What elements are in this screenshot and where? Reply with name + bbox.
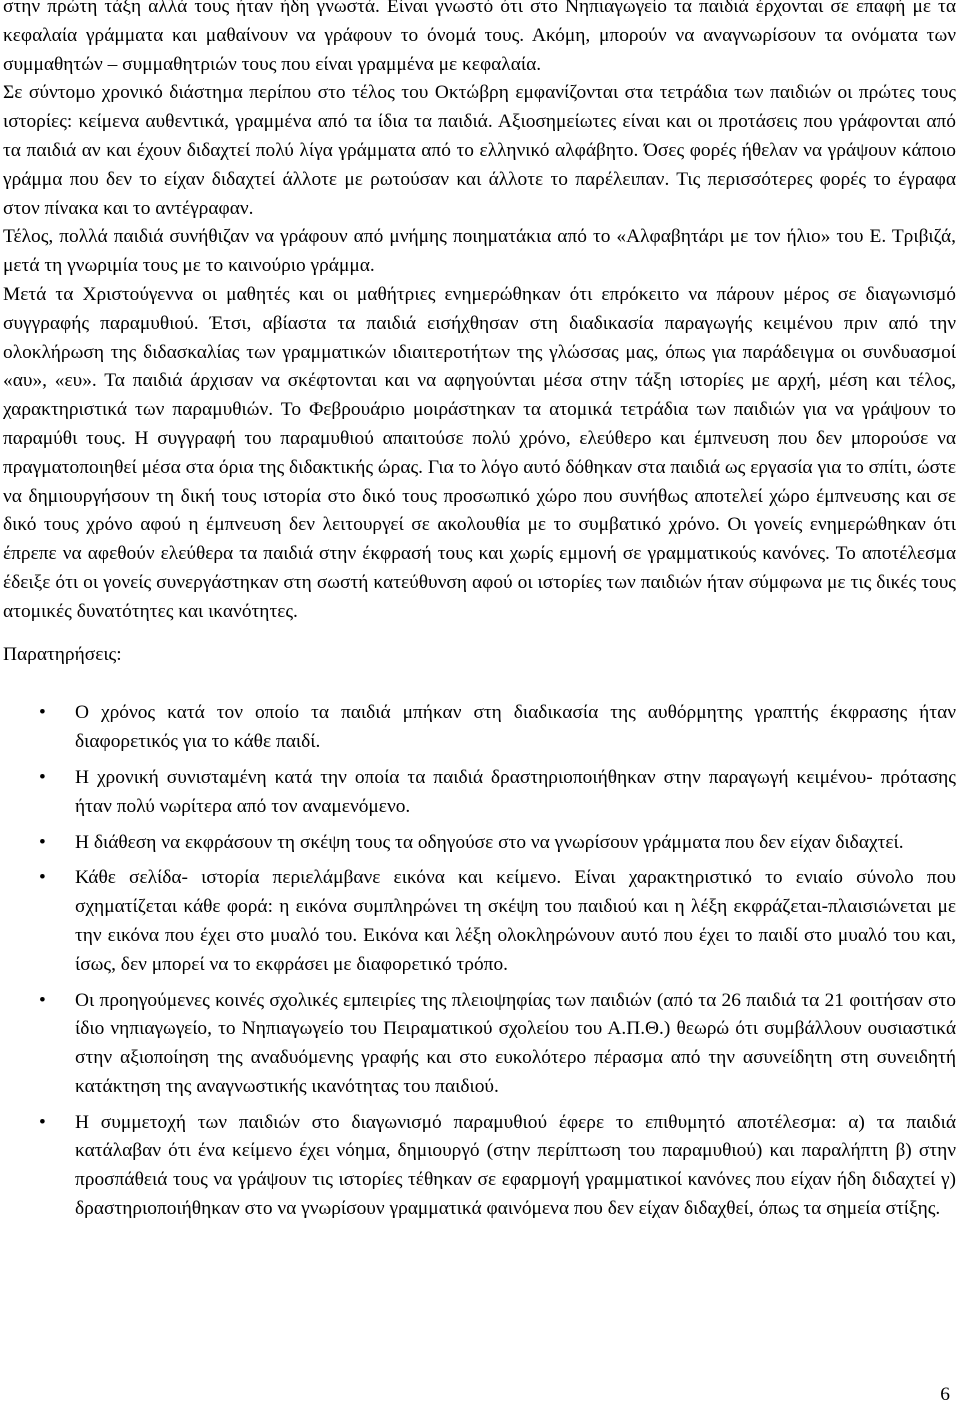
list-item (3, 829, 956, 858)
list-item (3, 1109, 956, 1224)
bullet-icon: • (39, 831, 46, 853)
body-paragraph-3: Τέλος, πολλά παιδιά συνήθιζαν να γράφουν από μνήμης ποιηματάκια από το «Αλφαβητάρι με τον ήλιο» του Ε. Τριβιζά, μετά τη γνωριμία τους με το καινούριο γράμμα. (3, 226, 956, 277)
bullet-icon: • (39, 1111, 46, 1133)
list-item (3, 987, 956, 1102)
observation-text: Ο χρόνος κατά τον οποίο τα παιδιά μπήκαν στη διαδικασία της αυθόρμητης γραπτής έκφρασης ήταν διαφορετικός για το κάθε παιδί. (75, 702, 956, 753)
bullet-icon: • (39, 766, 46, 788)
body-paragraph-1: στην πρώτη τάξη αλλά τους ήταν ήδη γνωστά. Είναι γνωστό ότι στο Νηπιαγωγείο τα παιδιά έρχονται σε επαφή με τα κεφαλαία γράμματα και μαθαίνουν να γράφουν το όνομά τους. Ακόμη, μπορούν να αναγνωρίσουν τα ονόματα των συμμαθητών – συμμαθητριών τους που είναι γραμμένα με κεφαλαία. (3, 0, 956, 75)
body-paragraph-2: Σε σύντομο χρονικό διάστημα περίπου στο τέλος του Οκτώβρη εμφανίζονται στα τετράδια των παιδιών οι πρώτες τους ιστορίες: κείμενα αυθεντικά, γραμμένα από τα ίδια τα παιδιά. Αξιοσημείωτες είναι και οι προτάσεις που γράφονται από τα παιδιά αν και έχουν διδαχτεί πολύ λίγα γράμματα από το ελληνικό αλφάβητο. Όσες φορές ήθελαν να γράψουν κάποιο γράμμα που δεν το είχαν διδαχτεί άλλοτε με ρωτούσαν και άλλοτε το παρέλειπαν. Τις περισσότερες φορές το έγραφα στον πίνακα και το αντέγραφαν. (3, 82, 956, 219)
observations-list (3, 699, 956, 1224)
page-number: 6 (940, 1384, 950, 1405)
bullet-icon: • (39, 867, 46, 889)
body-paragraph-4: Μετά τα Χριστούγεννα οι μαθητές και οι μαθήτριες ενημερώθηκαν ότι επρόκειτο να πάρουν μέρος σε διαγωνισμό συγγραφής παραμυθιού. Έτσι, αβίαστα τα παιδιά εισήχθησαν στη διαδικασία παραγωγής κειμένου πριν από την ολοκλήρωση της διδασκαλίας των γραμματικών ιδιαιτεροτήτων της γλώσσας μας, όπως για παράδειγμα οι συνδυασμοί «αυ», «ευ». Τα παιδιά άρχισαν να σκέφτονται και να αφηγούνται μέσα στην τάξη ιστορίες με αρχή, μέση και τέλος, χαρακτηριστικά των παραμυθιών. Το Φεβρουάριο μοιράστηκαν τα ατομικά τετράδια των παιδιών για να γράψουν το παραμύθι τους. Η συγγραφή του παραμυθιού απαιτούσε πολύ χρόνο, ελεύθερο και έμπνευση που δεν μπορούσε να πραγματοποιηθεί μέσα στα όρια της διδακτικής ώρας. Για το λόγο αυτό δόθηκαν στα παιδιά ως εργασία για το σπίτι, ώστε να δημιουργήσουν τη δική τους ιστορία στο δικό τους προσωπικό χώρο που συνήθως αποτελεί χώρο έμπνευσης και σε δικό τους χρόνο αφού η έμπνευση δεν λειτουργεί σε ακολουθία με το συμβατικό χρόνο. Οι γονείς ενημερώθηκαν ότι έπρεπε να αφεθούν ελεύθερα τα παιδιά στην έκφρασή τους και χωρίς εμμονή σε γραμματικούς κανόνες. Το αποτέλεσμα έδειξε ότι οι γονείς συνεργάστηκαν στη σωστή κατεύθυνση αφού οι ιστορίες των παιδιών ήταν σύμφωνα με τις δικές τους ατομικές δυνατότητες και ικανότητες. (3, 283, 956, 622)
list-item (3, 764, 956, 822)
bullet-icon: • (39, 989, 46, 1011)
bullet-icon: • (39, 702, 46, 724)
observation-text: Οι προηγούμενες κοινές σχολικές εμπειρίες της πλειοψηφίας των παιδιών (από τα 26 παιδιά τα 21 φοιτήσαν στο ίδιο νηπιαγωγείο, το Νηπιαγωγείο του Πειραματικού σχολείου του Α.Π.Θ.) θεωρώ ότι συμβάλλουν ουσιαστικά στην αξιοποίηση της αναδυόμενης γραφής και στο ευκολότερο πέρασμα από την ασυνείδητη στη συνειδητή κατάκτηση της αναγνωστικής ικανότητας του παιδιού. (75, 989, 956, 1097)
list-item (3, 699, 956, 757)
list-item (3, 864, 956, 979)
observation-text: Η χρονική συνισταμένη κατά την οποία τα παιδιά δραστηριοποιήθηκαν στην παραγωγή κειμένου- πρότασης ήταν πολύ νωρίτερα από τον αναμενόμενο. (75, 766, 956, 817)
observations-heading: Παρατηρήσεις: (3, 643, 122, 665)
observation-text: Η διάθεση να εκφράσουν τη σκέψη τους τα οδηγούσε στο να γνωρίσουν γράμματα που δεν είχαν διδαχτεί. (75, 831, 904, 853)
observation-text: Κάθε σελίδα- ιστορία περιελάμβανε εικόνα και κείμενο. Είναι χαρακτηριστικό το ενιαίο σύνολο που σχηματίζεται κάθε φορά: η εικόνα συμπληρώνει τη σκέψη του παιδιού και η λέξη εκφράζεται-πλαισιώνεται με την εικόνα που έχει στο μυαλό του. Εικόνα και λέξη ολοκληρώνουν αυτό που έχει το παιδί στο μυαλό του και, ίσως, δεν μπορεί να το εκφράσει με διαφορετικό τρόπο. (75, 867, 956, 975)
observation-text: Η συμμετοχή των παιδιών στο διαγωνισμό παραμυθιού έφερε το επιθυμητό αποτέλεσμα: α) τα παιδιά κατάλαβαν ότι ένα κείμενο έχει νόημα, δημιουργό (στην περίπτωση του παραμυθιού) και παραλήπτη β) στην προσπάθειά τους να γράψουν τις ιστορίες τέθηκαν σε εφαρμογή γραμματικοί κανόνες που είχαν ήδη διδαχτεί γ) δραστηριοποιήθηκαν στο να γνωρίσουν γραμματικά φαινόμενα που δεν είχαν διδαχθεί, όπως τα σημεία στίξης. (75, 1111, 956, 1220)
